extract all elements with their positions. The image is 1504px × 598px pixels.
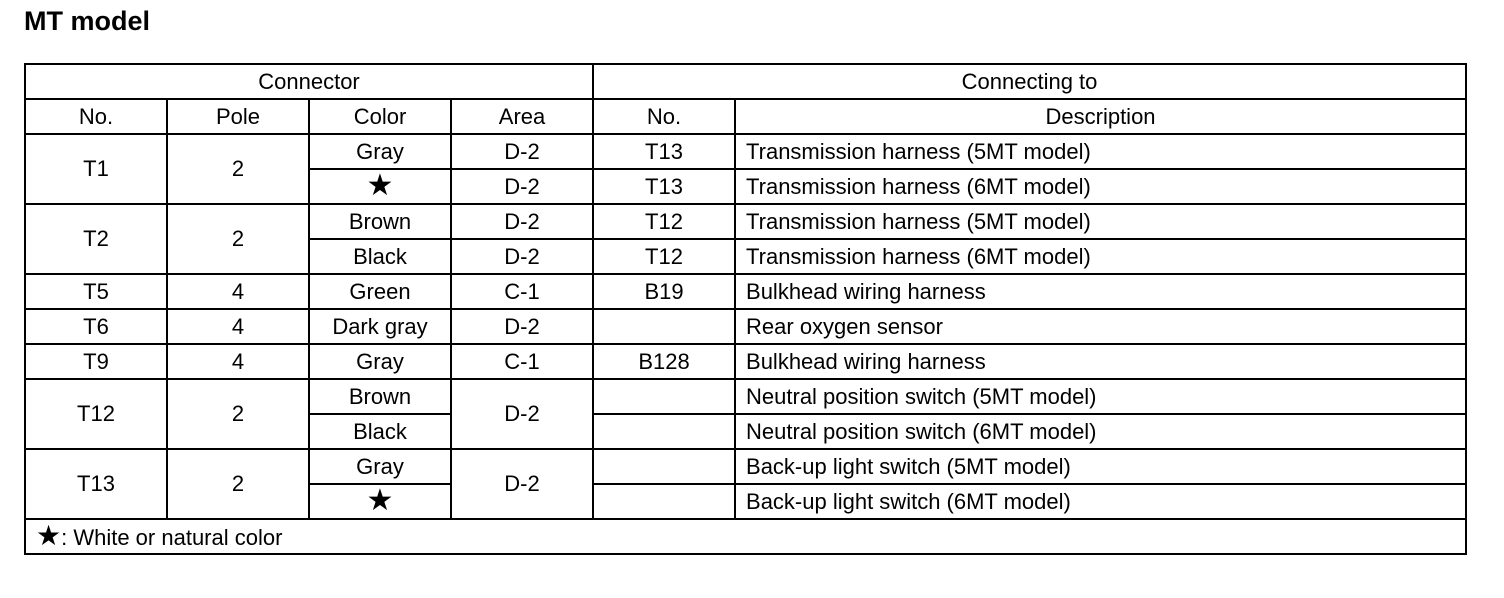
pole-cell: 2 [167,204,309,274]
color-cell: Gray [309,344,451,379]
description-cell: Back-up light switch (5MT model) [735,449,1466,484]
to-no-cell: B128 [593,344,735,379]
color-cell: Brown [309,379,451,414]
connector-table [24,63,1467,555]
table-row [25,379,1466,414]
connector-no-cell: T1 [25,134,167,204]
star-icon: ★ [36,519,62,552]
star-icon: ★ [366,169,394,203]
connector-group-header: Connector [25,64,593,99]
area-cell: C-1 [451,344,593,379]
connector-no-cell: T9 [25,344,167,379]
to-no-cell [593,379,735,414]
footnote-text: : White or natural color [61,524,283,550]
area-cell: D-2 [451,134,593,169]
star-icon: ★ [366,484,394,518]
page-title: MT model [24,6,150,36]
to-no-cell [593,309,735,344]
table-row [25,344,1466,379]
connector-no-cell: T5 [25,274,167,309]
connector-no-cell: T12 [25,379,167,449]
table-row [25,309,1466,344]
color-cell: Brown [309,204,451,239]
area-cell: D-2 [451,204,593,239]
description-cell: Back-up light switch (6MT model) [735,484,1466,519]
to-no-cell [593,449,735,484]
connecting-to-group-header: Connecting to [593,64,1466,99]
color-cell: Black [309,414,451,449]
description-cell: Transmission harness (5MT model) [735,204,1466,239]
area-cell: D-2 [451,449,593,519]
area-cell: D-2 [451,309,593,344]
description-column-header: Description [735,99,1466,134]
description-cell: Neutral position switch (6MT model) [735,414,1466,449]
description-cell: Transmission harness (6MT model) [735,239,1466,274]
to-no-column-header: No. [593,99,735,134]
to-no-cell: T13 [593,169,735,204]
description-cell: Transmission harness (6MT model) [735,169,1466,204]
color-cell [309,484,451,519]
color-cell: Gray [309,134,451,169]
footnote [25,519,1466,554]
pole-cell: 4 [167,309,309,344]
area-cell: C-1 [451,274,593,309]
to-no-cell: T12 [593,239,735,274]
to-no-cell: T12 [593,204,735,239]
color-cell: Dark gray [309,309,451,344]
description-cell: Transmission harness (5MT model) [735,134,1466,169]
pole-cell: 4 [167,274,309,309]
description-cell: Neutral position switch (5MT model) [735,379,1466,414]
area-cell: D-2 [451,379,593,449]
pole-column-header: Pole [167,99,309,134]
no-column-header: No. [25,99,167,134]
to-no-cell [593,484,735,519]
description-cell: Bulkhead wiring harness [735,344,1466,379]
pole-cell: 2 [167,134,309,204]
connector-no-cell: T2 [25,204,167,274]
table-row [25,449,1466,484]
footnote-row [25,519,1466,554]
table-row [25,274,1466,309]
group-header-row [25,64,1466,99]
pole-cell: 2 [167,379,309,449]
connector-no-cell: T13 [25,449,167,519]
color-cell [309,169,451,204]
area-cell: D-2 [451,239,593,274]
color-column-header: Color [309,99,451,134]
color-cell: Gray [309,449,451,484]
color-cell: Black [309,239,451,274]
to-no-cell: B19 [593,274,735,309]
to-no-cell: T13 [593,134,735,169]
table-row [25,134,1466,169]
pole-cell: 4 [167,344,309,379]
pole-cell: 2 [167,449,309,519]
area-column-header: Area [451,99,593,134]
area-cell: D-2 [451,169,593,204]
color-cell: Green [309,274,451,309]
description-cell: Bulkhead wiring harness [735,274,1466,309]
connector-no-cell: T6 [25,309,167,344]
to-no-cell [593,414,735,449]
table-row [25,204,1466,239]
column-header-row [25,99,1466,134]
description-cell: Rear oxygen sensor [735,309,1466,344]
